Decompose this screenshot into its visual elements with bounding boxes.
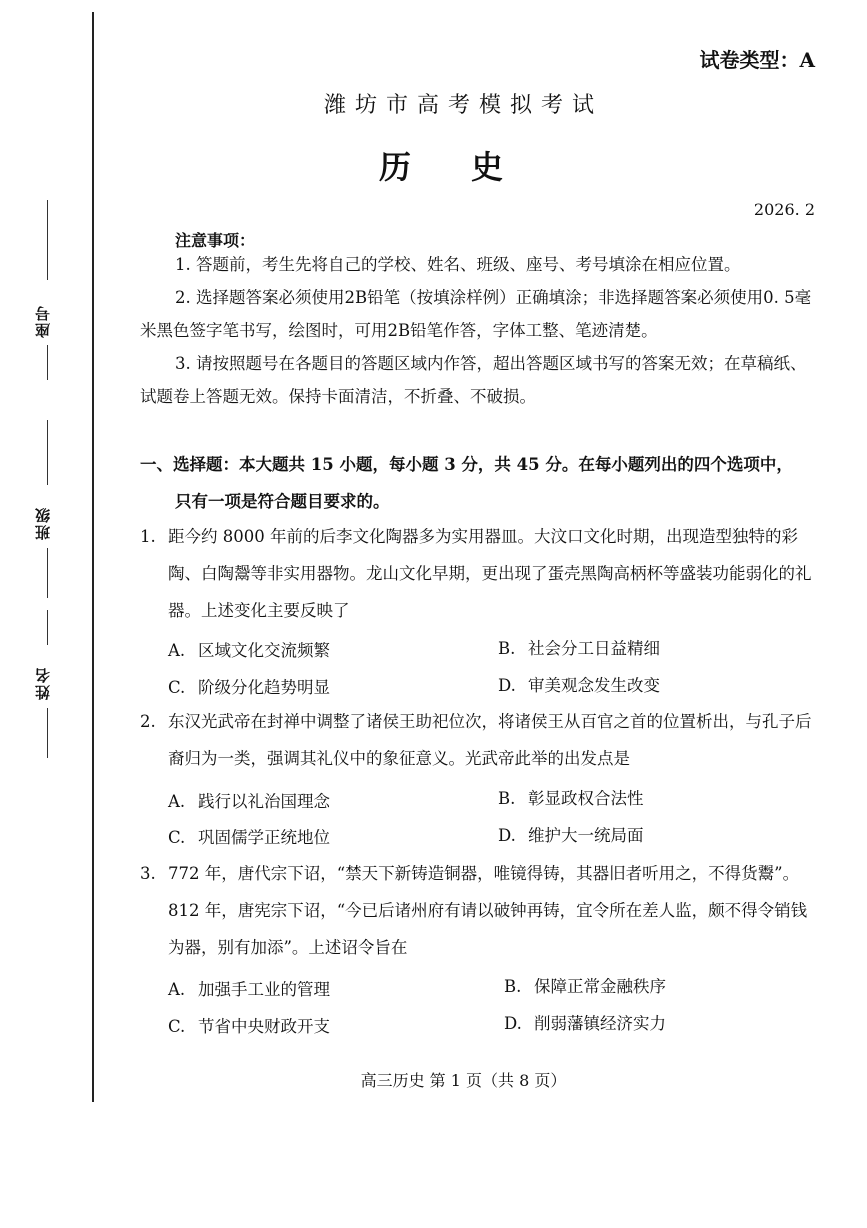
option-text: 阶级分化趋势明显 (198, 678, 330, 697)
option-b[interactable] (504, 973, 666, 997)
option-letter: C. (168, 828, 186, 847)
option-text: 践行以礼治国理念 (198, 792, 330, 811)
option-letter: A. (168, 980, 186, 999)
question-stem: 东汉光武帝在封禅中调整了诸侯王助祀位次，将诸侯王从百官之首的位置析出，与孔子后裔归为一类，强调其礼仪中的象征意义。光武帝此举的出发点是 (168, 712, 812, 768)
exam-title: 潍坊市高考模拟考试 (323, 93, 603, 118)
seat-number-field (6, 200, 66, 380)
option-c[interactable] (168, 674, 330, 698)
notice-title: 注意事项： (175, 231, 256, 250)
question-number: 1. (140, 527, 156, 546)
option-text: 削弱藩镇经济实力 (534, 1014, 666, 1033)
option-letter: B. (504, 977, 522, 996)
seat-number-line-top (47, 200, 48, 280)
option-d[interactable] (504, 1010, 666, 1034)
option-letter: B. (498, 639, 516, 658)
question-3 (140, 855, 820, 966)
option-text: 巩固儒学正统地位 (198, 828, 330, 847)
option-letter: C. (168, 1017, 186, 1036)
seat-number-label: 座号 (34, 304, 52, 338)
option-a[interactable] (168, 976, 330, 1000)
class-label: 班级 (34, 506, 52, 540)
name-label: 姓名 (34, 666, 52, 700)
page-footer: 高三历史 第 1 页（共 8 页） (360, 1071, 567, 1090)
option-b[interactable] (498, 635, 660, 659)
option-d[interactable] (498, 822, 644, 846)
question-number: 3. (140, 864, 156, 883)
option-letter: A. (168, 641, 186, 660)
option-text: 节省中央财政开支 (198, 1017, 330, 1036)
subject-title: 历史 (378, 148, 563, 186)
seat-number-line-bottom (47, 345, 48, 380)
question-stem: 772 年，唐代宗下诏，“禁天下新铸造铜器，唯镜得铸，其器旧者听用之，不得货鬻”。812 年，唐宪宗下诏，“今已后诸州府有请以破钟再铸，宜令所在差人监，颇不得令销钱为器，别有加添”。上述诏令旨在 (168, 864, 808, 957)
option-c[interactable] (168, 1013, 330, 1037)
section-line-1: 一、选择题：本大题共 15 小题，每小题 3 分，共 45 分。在每小题列出的四个选项中， (140, 455, 793, 474)
option-c[interactable] (168, 824, 330, 848)
option-letter: D. (498, 826, 516, 845)
option-a[interactable] (168, 637, 330, 661)
question-2 (140, 703, 820, 777)
name-line-top (47, 610, 48, 645)
option-letter: B. (498, 789, 516, 808)
section-header (140, 446, 830, 520)
notice-item: 3. 请按照题号在各题目的答题区域内作答，超出答题区域书写的答案无效；在草稿纸、试题卷上答题无效。保持卡面清洁，不折叠、不破损。 (140, 354, 807, 406)
section-line-2: 只有一项是符合题目要求的。 (175, 492, 390, 511)
class-line-bottom (47, 548, 48, 598)
option-text: 彰显政权合法性 (528, 789, 644, 808)
class-line-top (47, 420, 48, 485)
option-letter: C. (168, 678, 186, 697)
option-a[interactable] (168, 788, 330, 812)
name-line-bottom (47, 708, 48, 758)
notice-item: 2. 选择题答案必须使用2B铅笔（按填涂样例）正确填涂；非选择题答案必须使用0. 5毫米黑色签字笔书写，绘图时，可用2B铅笔作答，字体工整、笔迹清楚。 (140, 288, 812, 340)
paper-type: 试卷类型：A (699, 48, 815, 72)
option-letter: D. (498, 676, 516, 695)
exam-date: 2026. 2 (753, 200, 815, 219)
notice-item: 1. 答题前，考生先将自己的学校、姓名、班级、座号、考号填涂在相应位置。 (175, 255, 741, 274)
option-text: 加强手工业的管理 (198, 980, 330, 999)
option-text: 审美观念发生改变 (528, 676, 660, 695)
option-text: 保障正常金融秩序 (534, 977, 666, 996)
option-text: 维护大一统局面 (528, 826, 644, 845)
class-field (6, 420, 66, 600)
question-stem: 距今约 8000 年前的后李文化陶器多为实用器皿。大汶口文化时期，出现造型独特的彩陶、白陶鬶等非实用器物。龙山文化早期，更出现了蛋壳黑陶高柄杯等盛装功能弱化的礼器。上述变化主要反映了 (168, 527, 812, 620)
option-d[interactable] (498, 672, 660, 696)
option-text: 区域文化交流频繁 (198, 641, 330, 660)
question-number: 2. (140, 712, 156, 731)
option-letter: D. (504, 1014, 522, 1033)
option-letter: A. (168, 792, 186, 811)
option-text: 社会分工日益精细 (528, 639, 660, 658)
question-1 (140, 518, 820, 629)
option-b[interactable] (498, 785, 644, 809)
name-field (6, 610, 66, 770)
